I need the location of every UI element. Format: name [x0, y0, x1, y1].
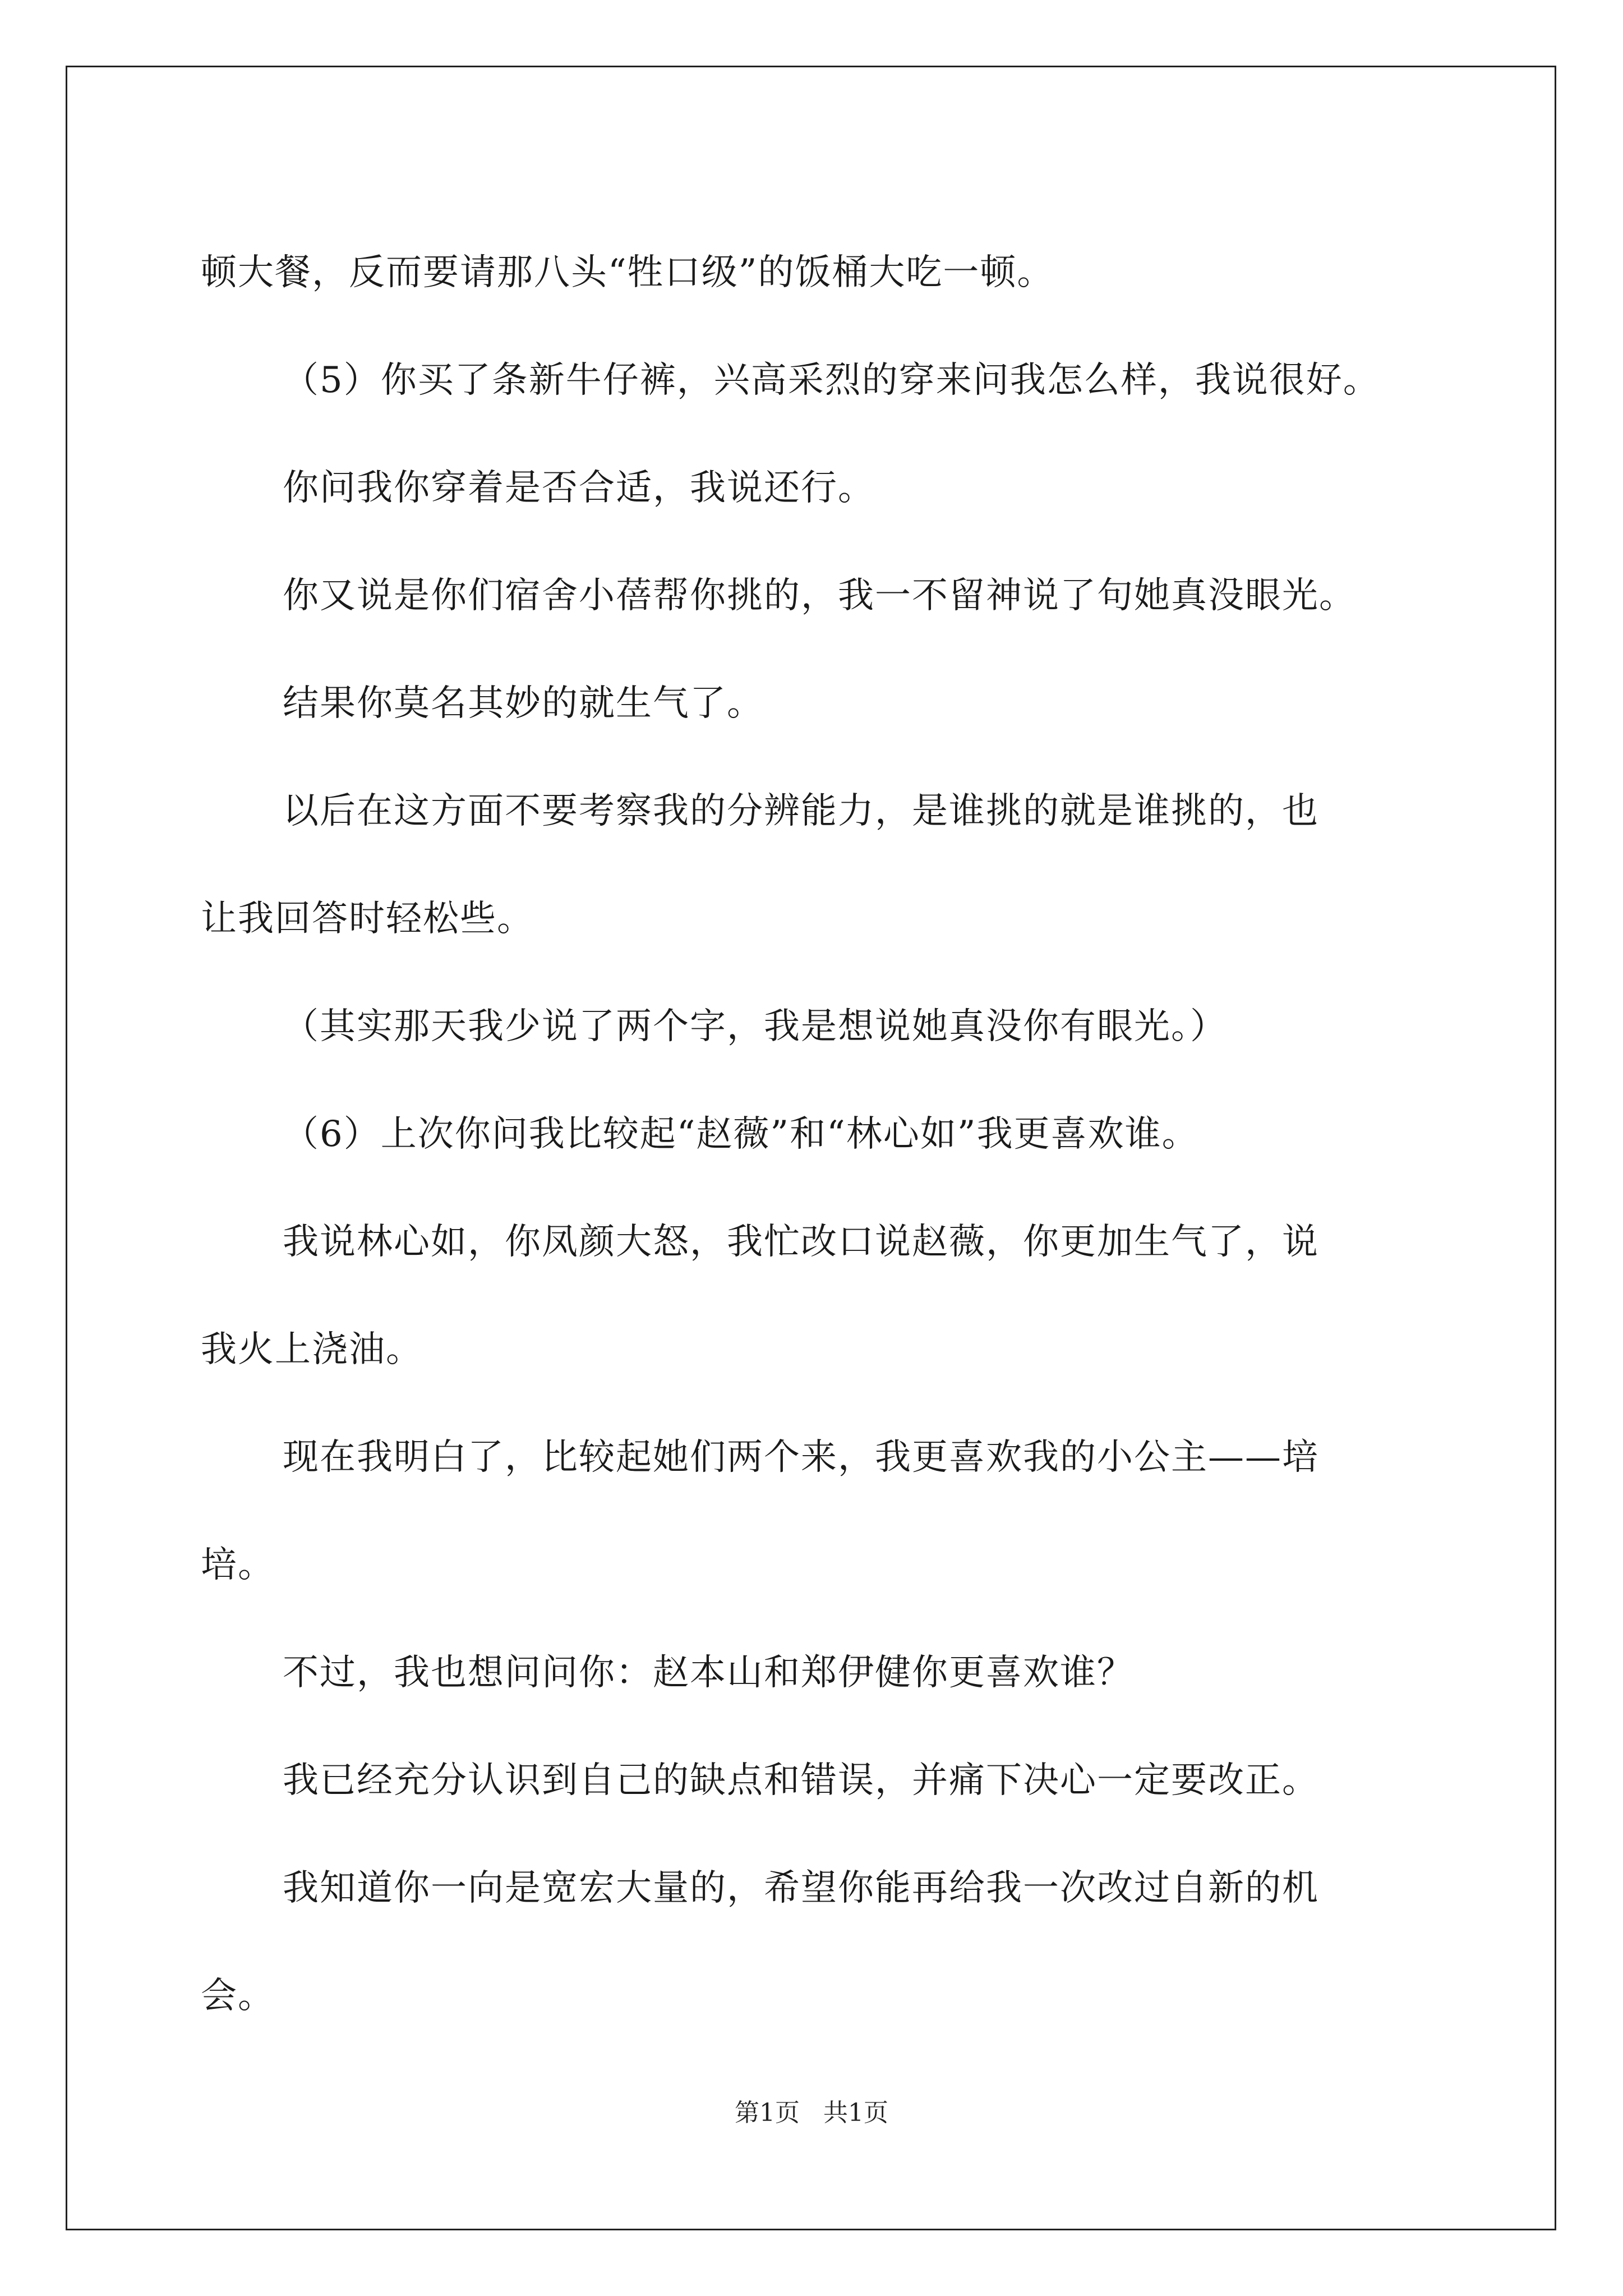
paragraph-12: 现在我明白了，比较起她们两个来，我更喜欢我的小公主——培 [283, 1437, 1319, 1478]
paragraph-2: （5）你买了条新牛仔裤，兴高采烈的穿来问我怎么样，我说很好。 [283, 360, 1380, 401]
paragraph-1: 顿大餐，反而要请那八头“牲口级”的饭桶大吃一顿。 [201, 252, 1054, 293]
paragraph-17: 会。 [201, 1975, 275, 2017]
paragraph-13: 培。 [201, 1544, 275, 1586]
paragraph-14: 不过，我也想问问你：赵本山和郑伊健你更喜欢谁？ [283, 1652, 1134, 1694]
paragraph-6: 以后在这方面不要考察我的分辨能力，是谁挑的就是谁挑的，也 [283, 790, 1319, 832]
paragraph-3: 你问我你穿着是否合适，我说还行。 [283, 467, 875, 509]
paragraph-15: 我已经充分认识到自己的缺点和错误，并痛下决心一定要改正。 [283, 1760, 1319, 1801]
paragraph-11: 我火上浇油。 [201, 1329, 423, 1370]
paragraph-8: （其实那天我少说了两个字，我是想说她真没你有眼光。） [283, 1006, 1227, 1047]
page-number-footer: 第1页 共1页 [735, 2099, 888, 2127]
paragraph-16: 我知道你一向是宽宏大量的，希望你能再给我一次改过自新的机 [283, 1867, 1319, 1909]
document-body [201, 219, 1463, 2050]
paragraph-9: （6）上次你问我比较起“赵薇”和“林心如”我更喜欢谁。 [283, 1114, 1199, 1155]
paragraph-10: 我说林心如，你凤颜大怒，我忙改口说赵薇，你更加生气了，说 [283, 1221, 1319, 1263]
paragraph-4: 你又说是你们宿舍小蓓帮你挑的，我一不留神说了句她真没眼光。 [283, 575, 1356, 616]
paragraph-7: 让我回答时轻松些。 [201, 898, 534, 940]
paragraph-5: 结果你莫名其妙的就生气了。 [283, 683, 764, 724]
